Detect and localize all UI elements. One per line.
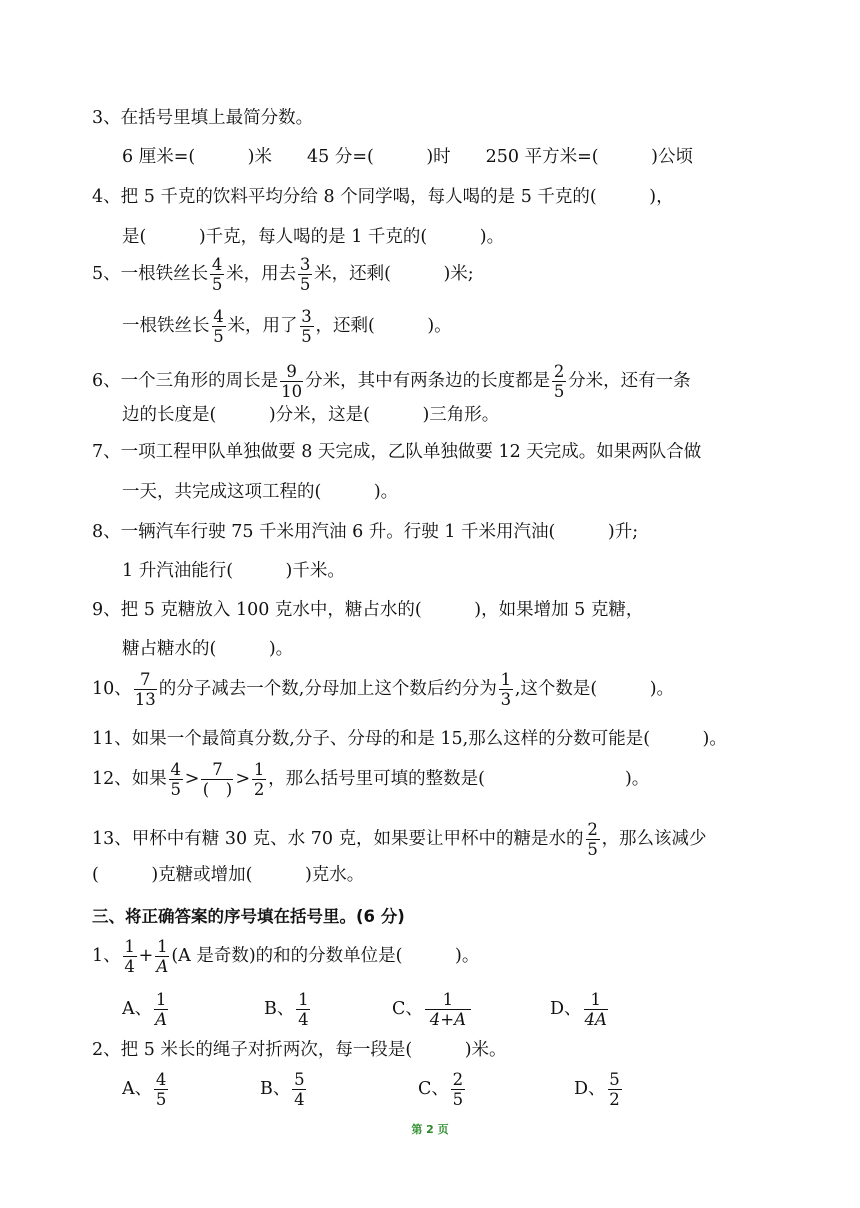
fraction: $\frac{2}{5}$ — [553, 362, 565, 401]
q3-line2: 6 厘米=( )米 45 分=( )时 250 平方米=( )公顷 — [122, 147, 693, 167]
q7-line2: 一天，共完成这项工程的( )。 — [122, 482, 399, 502]
q4-line2: 是( )千克，每人喝的是 1 千克的( )。 — [122, 227, 505, 247]
fraction: $\frac{1}{3}$ — [500, 670, 512, 709]
q3-line1: 3、在括号里填上最简分数。 — [92, 108, 314, 128]
q8-line2: 1 升汽油能行( )千米。 — [122, 561, 345, 581]
q11-line: 11、如果一个最简真分数,分子、分母的和是 15,那么这样的分数可能是( )。 — [92, 729, 727, 749]
q9-line1: 9、把 5 克糖放入 100 克水中，糖占水的( )，如果增加 5 克糖， — [92, 600, 644, 620]
q8-line1: 8、一辆汽车行驶 75 千米用汽油 6 升。行驶 1 千米用汽油( )升; — [92, 522, 639, 542]
q5-line1: 5、一根铁丝长 $\frac{4}{5}$ 米，用去 $\frac{3}{5}$ 米，还剩( )米; — [92, 255, 474, 294]
q13-line1: 13、甲杯中有糖 30 克、水 70 克，如果要让甲杯中的糖是水的 $\frac{2}{5}$ ，那么该减少 — [92, 820, 707, 859]
mc1-option-c[interactable]: C、 $\frac{1}{4+A}$ — [392, 990, 473, 1029]
fraction: $\frac{2}{5}$ — [587, 820, 598, 859]
fraction: $\frac{1}{2}$ — [253, 760, 265, 799]
fraction: $\frac{4}{5}$ — [170, 760, 182, 799]
mc1-option-d[interactable]: D、 $\frac{1}{4A}$ — [550, 990, 607, 1029]
q6-line1: 6、一个三角形的周长是 $\frac{9}{10}$ 分米，其中有两条边的长度都是 $\frac{2}{5}$ 分米，还有一条 — [92, 362, 691, 401]
q10-line: 10、 $\frac{7}{13}$ 的分子减去一个数,分母加上这个数后约分为 $\frac{1}{3}$ ,这个数是( )。 — [92, 670, 675, 709]
mc1-option-a[interactable]: A、 $\frac{1}{A}$ — [122, 990, 168, 1029]
mc2-option-d[interactable]: D、 $\frac{5}{2}$ — [574, 1070, 620, 1109]
fraction: $\frac{3}{5}$ — [301, 307, 312, 346]
fraction: $\frac{4}{5}$ — [211, 255, 223, 294]
q7-line1: 7、一项工程甲队单独做要 8 天完成，乙队单独做要 12 天完成。如果两队合做 — [92, 442, 702, 462]
fraction: $\frac{7}{13}$ — [134, 670, 156, 709]
q5-a-pre: 5、一根铁丝长 — [92, 264, 209, 284]
mc1-option-b[interactable]: B、 $\frac{1}{4}$ — [264, 990, 309, 1029]
fraction: $\frac{1}{A}$ — [156, 937, 169, 976]
fraction: $\frac{3}{5}$ — [299, 255, 311, 294]
q5-line2: 一根铁丝长 $\frac{4}{5}$ 米，用了 $\frac{3}{5}$ ，还剩( )。 — [122, 307, 452, 346]
mc2-option-b[interactable]: B、 $\frac{5}{4}$ — [260, 1070, 305, 1109]
mc1-stem: 1、 $\frac{1}{4}$ + $\frac{1}{A}$ (A 是奇数)的和的分数单位是( )。 — [92, 937, 480, 976]
q6-line2: 边的长度是( )分米，这是( )三角形。 — [122, 405, 500, 425]
mc2-stem: 2、把 5 米长的绳子对折两次，每一段是( )米。 — [92, 1040, 507, 1060]
q12-line: 12、如果 $\frac{4}{5}$ > $\frac{7}{( )}$ > $\frac{1}{2}$ ，那么括号里可填的整数是( )。 — [92, 760, 650, 799]
fraction: $\frac{1}{4}$ — [124, 937, 135, 976]
q4-line1: 4、把 5 千克的饮料平均分给 8 个同学喝，每人喝的是 5 千克的( )， — [92, 187, 674, 207]
q13-line2: ( )克糖或增加( )克水。 — [92, 865, 365, 885]
fraction: $\frac{4}{5}$ — [213, 307, 224, 346]
q9-line2: 糖占糖水的( )。 — [122, 639, 294, 659]
mc2-option-c[interactable]: C、 $\frac{2}{5}$ — [418, 1070, 464, 1109]
fraction: $\frac{9}{10}$ — [281, 362, 303, 401]
section3-title: 三、将正确答案的序号填在括号里。(6 分) — [92, 907, 405, 926]
page-number: 第 2 页 — [411, 1123, 449, 1136]
mc2-option-a[interactable]: A、 $\frac{4}{5}$ — [122, 1070, 167, 1109]
fraction: $\frac{7}{( )}$ — [202, 760, 233, 799]
